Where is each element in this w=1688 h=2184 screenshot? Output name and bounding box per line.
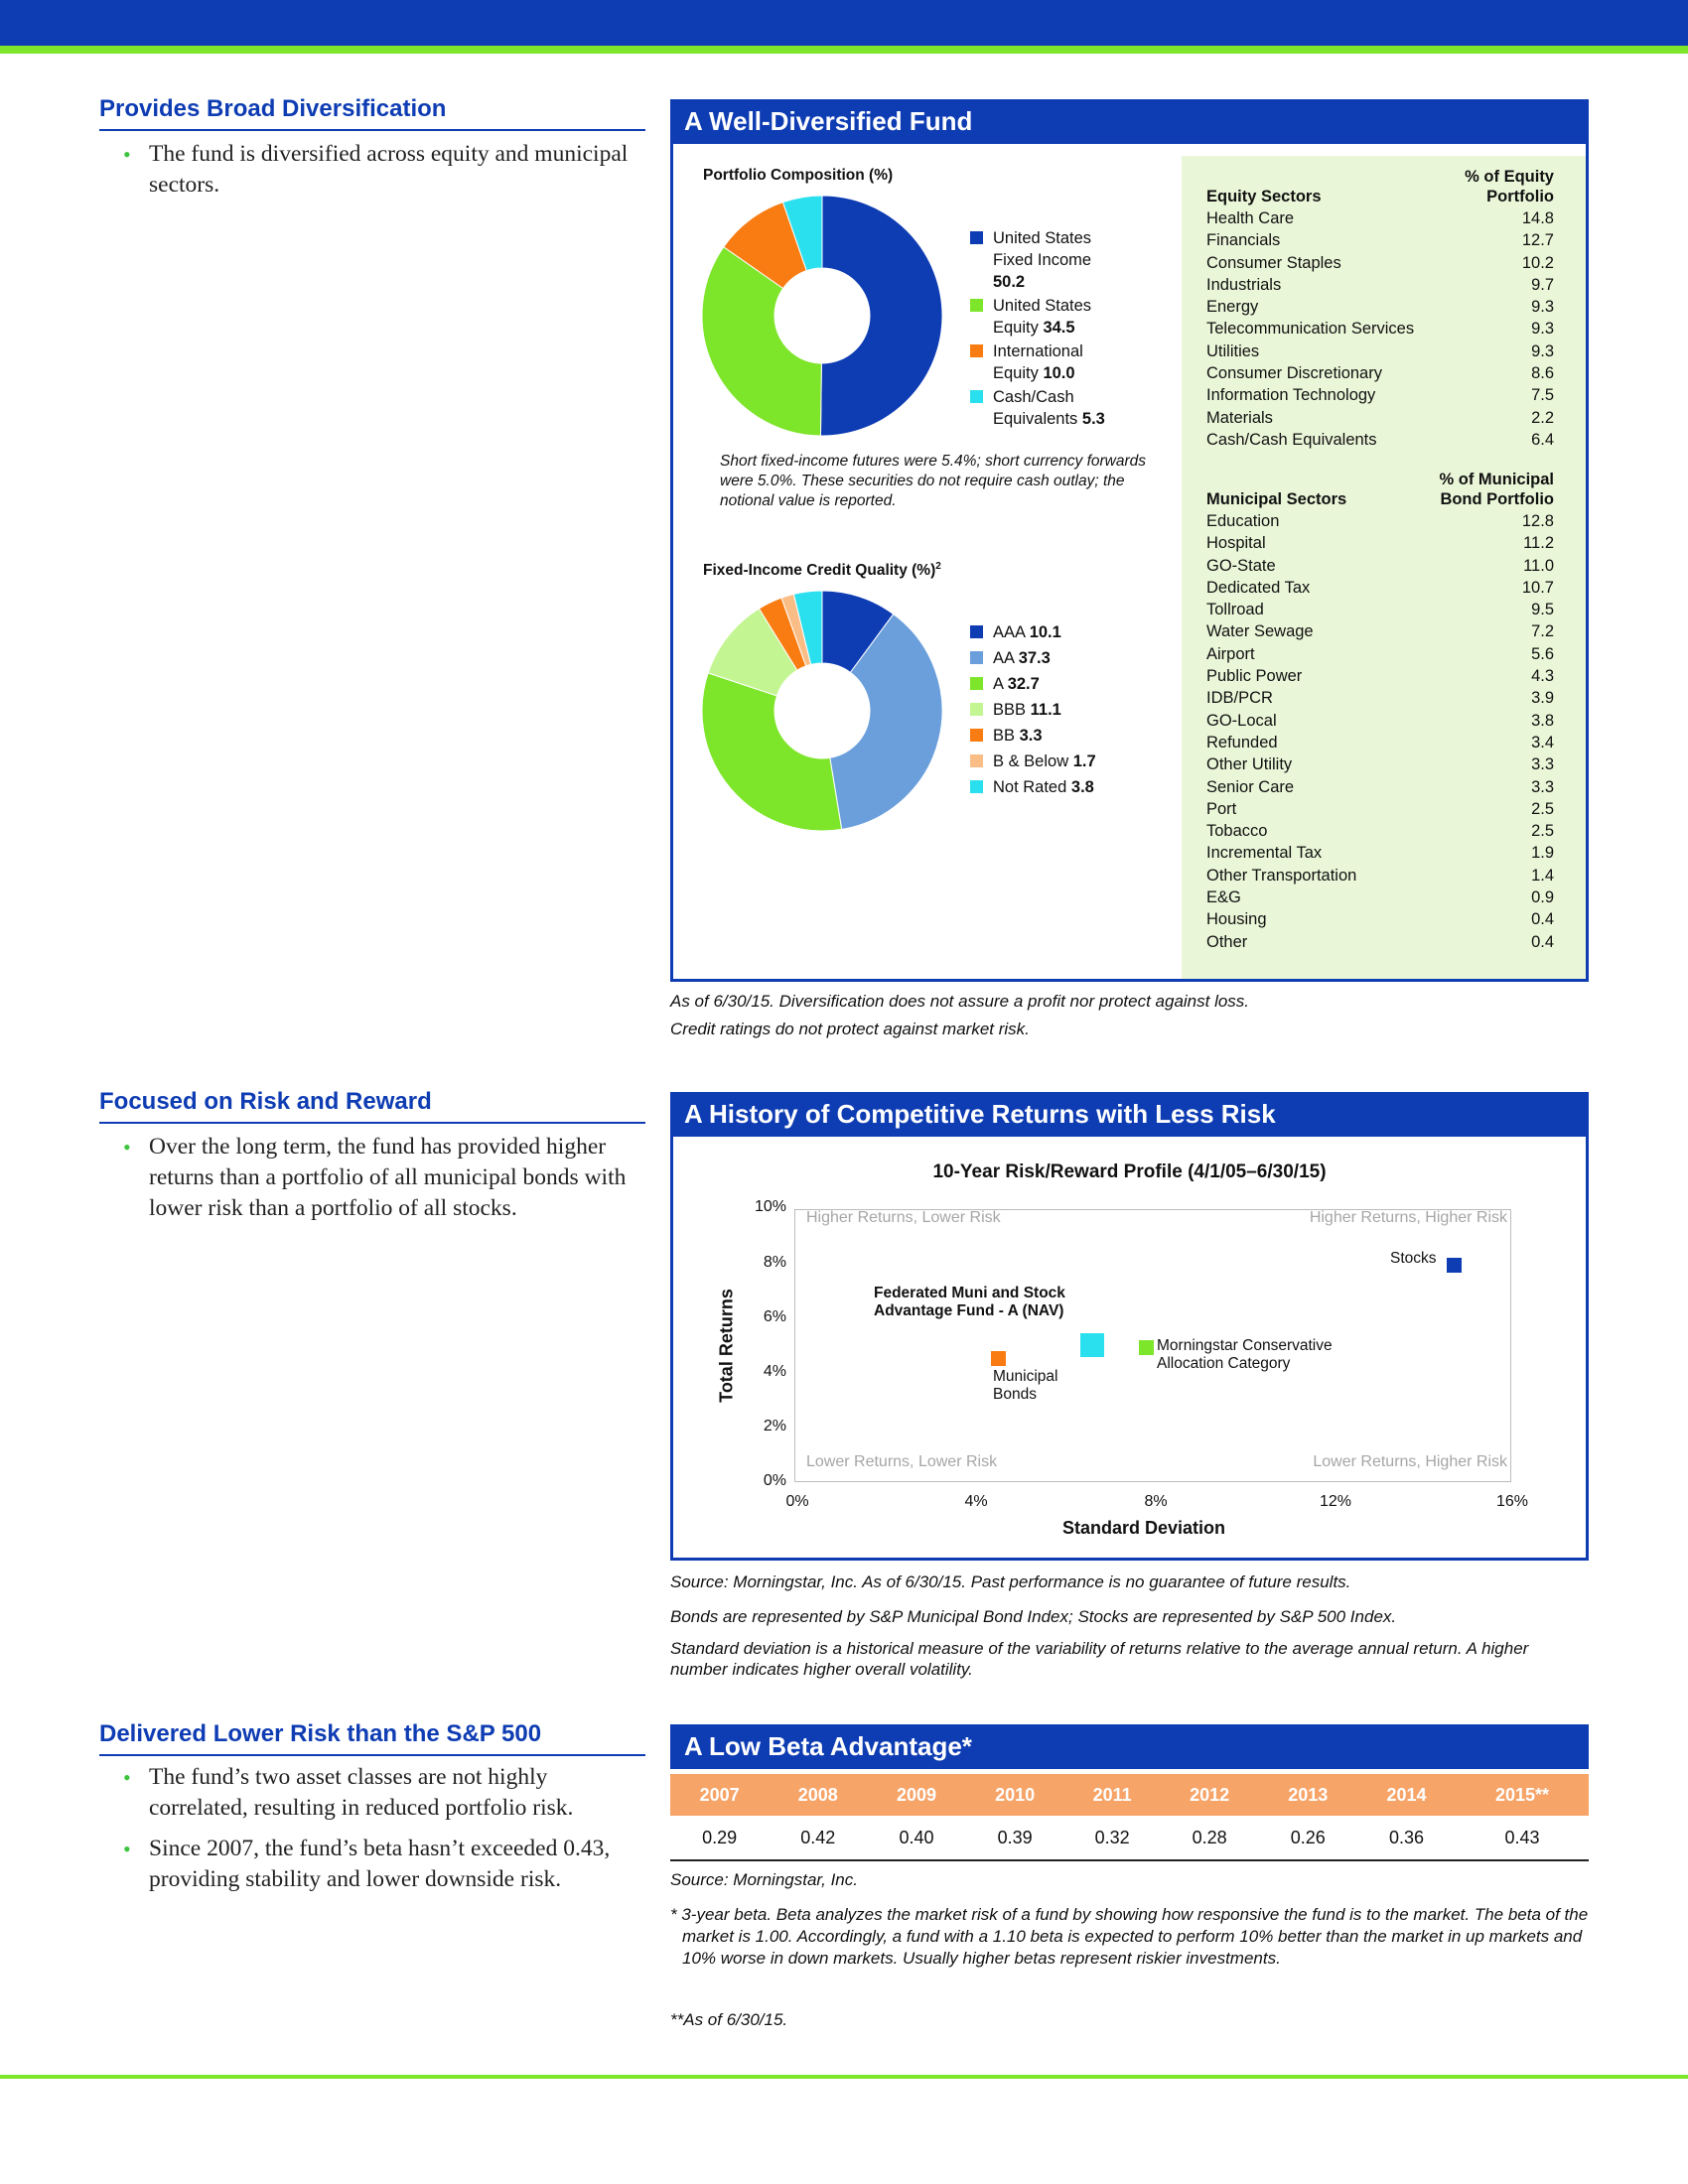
sector-name: Housing (1206, 910, 1267, 929)
equity-sectors-table (1206, 167, 1554, 451)
scatter-point-3 (991, 1351, 1006, 1366)
top-banner (0, 0, 1688, 46)
sector-row (1206, 753, 1554, 775)
panel-title-beta: A Low Beta Advantage* (670, 1724, 1589, 1769)
sector-name: GO-State (1206, 556, 1276, 575)
year-header: 2009 (867, 1774, 965, 1816)
sector-row (1206, 599, 1554, 620)
legend-label: B & Below 1.7 (993, 752, 1096, 770)
sector-row (1206, 318, 1554, 340)
municipal-sectors-header-right: % of Municipal Bond Portfolio (1439, 471, 1554, 508)
y-tick-label: 0% (763, 1472, 786, 1489)
year-header: 2014 (1357, 1774, 1456, 1816)
sector-value: 7.5 (1531, 386, 1554, 405)
legend-item-aa (970, 647, 1096, 669)
year-header: 2012 (1161, 1774, 1259, 1816)
sector-value: 3.3 (1531, 755, 1554, 774)
legend-label: BBB 11.1 (993, 701, 1061, 719)
sector-value: 2.5 (1531, 799, 1554, 818)
year-header: 2013 (1259, 1774, 1357, 1816)
x-tick-label: 0% (785, 1493, 809, 1510)
composition-note: Short fixed-income futures were 5.4%; short currency forwards were 5.0%. These securities do not require cash outlay; the notional value is reported. (720, 453, 1147, 509)
sector-name: Cash/Cash Equivalents (1206, 430, 1377, 449)
sector-name: Senior Care (1206, 777, 1295, 796)
sector-value: 2.5 (1531, 822, 1554, 841)
legend-swatch (970, 703, 983, 716)
sector-value: 2.2 (1531, 408, 1554, 427)
point-label-stocks: Stocks (1390, 1250, 1437, 1267)
sector-row (1206, 229, 1554, 251)
sector-row (1206, 274, 1554, 296)
sector-value: 3.8 (1531, 711, 1554, 730)
legend-swatch (970, 651, 983, 664)
bullet-item: • Over the long term, the fund has provided higher returns than a portfolio of all municipal bonds with lower risk than a portfolio of all stocks. (117, 1132, 633, 1224)
composition-legend (970, 227, 1117, 431)
quadrant-label-bottom-right: Lower Returns, Higher Risk (1313, 1453, 1507, 1470)
sector-row (1206, 842, 1554, 864)
sector-row (1206, 407, 1554, 429)
sector-name: Incremental Tax (1206, 844, 1323, 863)
sector-row (1206, 931, 1554, 953)
beta-value: 0.39 (966, 1816, 1064, 1860)
sector-value: 6.4 (1531, 430, 1554, 449)
bullet-list-diversification (117, 139, 633, 210)
sector-row (1206, 252, 1554, 274)
panel3-footnote-date: **As of 6/30/15. (670, 2010, 788, 2029)
quadrant-label-top-left: Higher Returns, Lower Risk (806, 1209, 1001, 1226)
sector-name: Airport (1206, 644, 1255, 663)
year-header: 2008 (769, 1774, 867, 1816)
legend-label: Cash/Cash Equivalents 5.3 (993, 388, 1105, 428)
top-accent-stripe (0, 46, 1688, 54)
legend-item-aaa (970, 621, 1096, 643)
scatter-point-2 (1139, 1340, 1154, 1355)
sector-value: 9.3 (1531, 320, 1554, 339)
legend-label: BB 3.3 (993, 727, 1043, 745)
sector-row (1206, 643, 1554, 665)
sector-name: Education (1206, 512, 1280, 530)
sector-name: Utilities (1206, 341, 1260, 360)
legend-swatch (970, 677, 983, 690)
sector-row (1206, 555, 1554, 577)
beta-value: 0.28 (1161, 1816, 1259, 1860)
beta-value-row (670, 1816, 1589, 1860)
legend-label: AAA 10.1 (993, 623, 1061, 641)
legend-label: United States Fixed Income 50.2 (993, 229, 1092, 291)
sector-name: Other (1206, 932, 1248, 951)
legend-item-bbb (970, 699, 1096, 721)
x-tick-label: 8% (1144, 1493, 1168, 1510)
sector-value: 10.2 (1521, 253, 1554, 272)
sector-value: 7.2 (1531, 622, 1554, 641)
sector-name: Port (1206, 799, 1237, 818)
sector-name: IDB/PCR (1206, 689, 1273, 708)
sector-name: Health Care (1206, 209, 1295, 227)
x-tick-label: 12% (1319, 1493, 1352, 1510)
year-header: 2015** (1456, 1774, 1589, 1816)
y-tick-label: 4% (763, 1363, 786, 1380)
legend-item-not-rated (970, 776, 1096, 798)
sector-row (1206, 710, 1554, 732)
sector-name: Water Sewage (1206, 622, 1314, 641)
donut-slice-0 (820, 196, 942, 436)
scatter-point-0 (1447, 1258, 1462, 1273)
sector-value: 1.9 (1531, 844, 1554, 863)
panel-title-returns: A History of Competitive Returns with Less Risk (670, 1092, 1589, 1137)
scatter-point-1 (1080, 1333, 1104, 1357)
sector-value: 11.0 (1523, 556, 1554, 575)
beta-header-row (670, 1774, 1589, 1816)
sector-row (1206, 865, 1554, 887)
sector-value: 3.9 (1531, 689, 1554, 708)
legend-label: United States Equity 34.5 (993, 297, 1092, 337)
sector-value: 0.4 (1531, 910, 1554, 929)
legend-swatch (970, 754, 983, 767)
scatter-chart-title: 10-Year Risk/Reward Profile (4/1/05–6/30/15) (932, 1161, 1327, 1182)
sector-name: Other Utility (1206, 755, 1293, 774)
legend-swatch (970, 780, 983, 793)
donut-slice-1 (702, 247, 821, 436)
year-header: 2011 (1064, 1774, 1161, 1816)
sector-name: Energy (1206, 298, 1259, 317)
point-label-morningstar: Morningstar Conservative Allocation Category (1157, 1337, 1333, 1372)
y-tick-label: 8% (763, 1254, 786, 1271)
quadrant-label-bottom-left: Lower Returns, Lower Risk (806, 1453, 998, 1470)
bottom-accent-stripe (0, 2075, 1688, 2079)
municipal-sector-rows (1206, 510, 1554, 953)
composition-chart-title: Portfolio Composition (%) (703, 167, 894, 184)
municipal-sectors-header (1206, 470, 1554, 509)
quadrant-label-top-right: Higher Returns, Higher Risk (1309, 1209, 1507, 1226)
sector-name: Materials (1206, 408, 1273, 427)
legend-label: AA 37.3 (993, 649, 1051, 667)
sector-row (1206, 362, 1554, 384)
sector-value: 3.3 (1531, 777, 1554, 796)
sector-name: Tobacco (1206, 822, 1268, 841)
beta-value: 0.29 (670, 1816, 769, 1860)
legend-swatch (970, 729, 983, 742)
legend-label: A 32.7 (993, 675, 1040, 693)
sector-name: Dedicated Tax (1206, 578, 1311, 597)
sector-value: 9.7 (1531, 275, 1554, 294)
sector-value: 11.2 (1523, 534, 1554, 553)
sector-row (1206, 341, 1554, 362)
beta-value: 0.32 (1064, 1816, 1161, 1860)
legend-swatch (970, 344, 983, 357)
sector-row (1206, 665, 1554, 687)
sector-value: 5.6 (1531, 644, 1554, 663)
portfolio-composition-donut (701, 195, 943, 437)
sector-row (1206, 620, 1554, 642)
point-label-municipal: Municipal Bonds (993, 1368, 1058, 1403)
y-axis-title: Total Returns (716, 1289, 737, 1403)
section-heading-risk-reward: Focused on Risk and Reward (99, 1088, 645, 1124)
beta-value: 0.36 (1357, 1816, 1456, 1860)
sector-name: E&G (1206, 888, 1241, 907)
sector-value: 9.3 (1531, 298, 1554, 317)
legend-item-us-fixed-income (970, 227, 1117, 293)
y-tick-label: 10% (754, 1198, 786, 1215)
x-tick-label: 16% (1495, 1493, 1529, 1510)
sector-value: 12.7 (1521, 231, 1554, 250)
sector-value: 9.5 (1531, 601, 1554, 619)
legend-item-a (970, 673, 1096, 695)
sector-name: Consumer Discretionary (1206, 364, 1382, 383)
sector-row (1206, 798, 1554, 820)
sector-value: 9.3 (1531, 341, 1554, 360)
sector-value: 14.8 (1521, 209, 1554, 227)
bullet-item: • The fund’s two asset classes are not highly correlated, resulting in reduced portfolio risk. (117, 1762, 633, 1824)
equity-sectors-header-left: Equity Sectors (1206, 188, 1322, 205)
sector-name: Public Power (1206, 667, 1303, 686)
sector-row (1206, 532, 1554, 554)
sector-name: Information Technology (1206, 386, 1376, 405)
sector-row (1206, 732, 1554, 753)
legend-item-bb (970, 725, 1096, 747)
beta-value: 0.42 (769, 1816, 867, 1860)
legend-swatch (970, 625, 983, 638)
municipal-sectors-header-left: Municipal Sectors (1206, 490, 1347, 508)
legend-swatch (970, 299, 983, 312)
legend-item-us-equity (970, 295, 1117, 339)
sector-row (1206, 776, 1554, 798)
beta-table (670, 1774, 1589, 1861)
x-axis-title: Standard Deviation (1062, 1518, 1226, 1538)
x-tick-label: 4% (964, 1493, 988, 1510)
panel1-footnote-1: As of 6/30/15. Diversification does not assure a profit nor protect against loss. (670, 992, 1250, 1011)
sector-row (1206, 908, 1554, 930)
point-label-fund: Federated Muni and Stock Advantage Fund - A (NAV) (874, 1285, 1065, 1319)
sector-name: Other Transportation (1206, 866, 1357, 885)
panel2-footnote-3: Standard deviation is a historical measure of the variability of returns relative to the average annual return. A higher number indicates higher overall volatility. (670, 1639, 1529, 1679)
beta-value: 0.26 (1259, 1816, 1357, 1860)
legend-swatch (970, 231, 983, 244)
legend-item-intl-equity (970, 341, 1117, 384)
panel1-footnote-2: Credit ratings do not protect against market risk. (670, 1020, 1030, 1038)
panel3-footnote-beta: * 3-year beta. Beta analyzes the market risk of a fund by showing how responsive the fund is to the market. The beta of the market is 1.00. Accordingly, a fund with a 1.10 beta is expected to perform 10% better than the market in up markets and 10% worse in down markets. Usually higher betas represent riskier investments. (670, 1905, 1589, 1968)
municipal-sectors-table (1206, 470, 1554, 953)
bullet-list-lower-risk (117, 1762, 633, 1905)
year-header: 2010 (966, 1774, 1064, 1816)
section-heading-lower-risk: Delivered Lower Risk than the S&P 500 (99, 1720, 645, 1756)
sector-name: Hospital (1206, 534, 1266, 553)
sector-row (1206, 510, 1554, 532)
panel2-footnote-1: Source: Morningstar, Inc. As of 6/30/15. Past performance is no guarantee of future results. (670, 1572, 1351, 1591)
bullet-item: • Since 2007, the fund’s beta hasn’t exceeded 0.43, providing stability and lower downside risk. (117, 1834, 633, 1895)
legend-item-b-below (970, 751, 1096, 772)
sector-value: 0.4 (1531, 932, 1554, 951)
sector-value: 10.7 (1521, 578, 1554, 597)
panel2-footnote-2: Bonds are represented by S&P Municipal Bond Index; Stocks are represented by S&P 500 Index. (670, 1607, 1397, 1626)
legend-item-cash (970, 386, 1117, 430)
y-tick-label: 6% (763, 1308, 786, 1325)
bullet-item: • The fund is diversified across equity and municipal sectors. (117, 139, 633, 201)
sector-value: 1.4 (1531, 866, 1554, 885)
equity-sectors-header (1206, 167, 1554, 206)
equity-sector-rows (1206, 207, 1554, 451)
legend-label: International Equity 10.0 (993, 342, 1083, 382)
equity-sectors-header-right: % of Equity Portfolio (1465, 168, 1554, 205)
sector-name: GO-Local (1206, 711, 1277, 730)
donut-slice-2 (702, 673, 842, 831)
sector-row (1206, 820, 1554, 842)
bullet-list-risk-reward (117, 1132, 633, 1234)
sector-name: Refunded (1206, 733, 1278, 751)
sector-value: 3.4 (1531, 733, 1554, 751)
sector-name: Telecommunication Services (1206, 320, 1415, 339)
credit-quality-donut (701, 590, 943, 832)
sector-row (1206, 384, 1554, 406)
panel-title-diversified: A Well-Diversified Fund (670, 99, 1589, 144)
credit-chart-title: Fixed-Income Credit Quality (%)$^2$ (703, 561, 941, 580)
sector-name: Industrials (1206, 275, 1282, 294)
sector-row (1206, 207, 1554, 229)
section-heading-diversification: Provides Broad Diversification (99, 95, 645, 131)
sector-row (1206, 687, 1554, 709)
beta-value: 0.43 (1456, 1816, 1589, 1860)
y-tick-label: 2% (763, 1418, 786, 1434)
beta-value: 0.40 (867, 1816, 965, 1860)
sector-value: 12.8 (1521, 512, 1554, 530)
sector-row (1206, 577, 1554, 599)
sector-value: 8.6 (1531, 364, 1554, 383)
sector-row (1206, 429, 1554, 451)
sector-value: 4.3 (1531, 667, 1554, 686)
sector-name: Consumer Staples (1206, 253, 1341, 272)
credit-legend (970, 621, 1096, 799)
legend-swatch (970, 390, 983, 403)
sector-name: Tollroad (1206, 601, 1264, 619)
panel3-source: Source: Morningstar, Inc. (670, 1870, 858, 1889)
year-header: 2007 (670, 1774, 769, 1816)
sector-name: Financials (1206, 231, 1281, 250)
sector-row (1206, 296, 1554, 318)
sector-value: 0.9 (1531, 888, 1554, 907)
sector-row (1206, 887, 1554, 908)
legend-label: Not Rated 3.8 (993, 778, 1094, 796)
